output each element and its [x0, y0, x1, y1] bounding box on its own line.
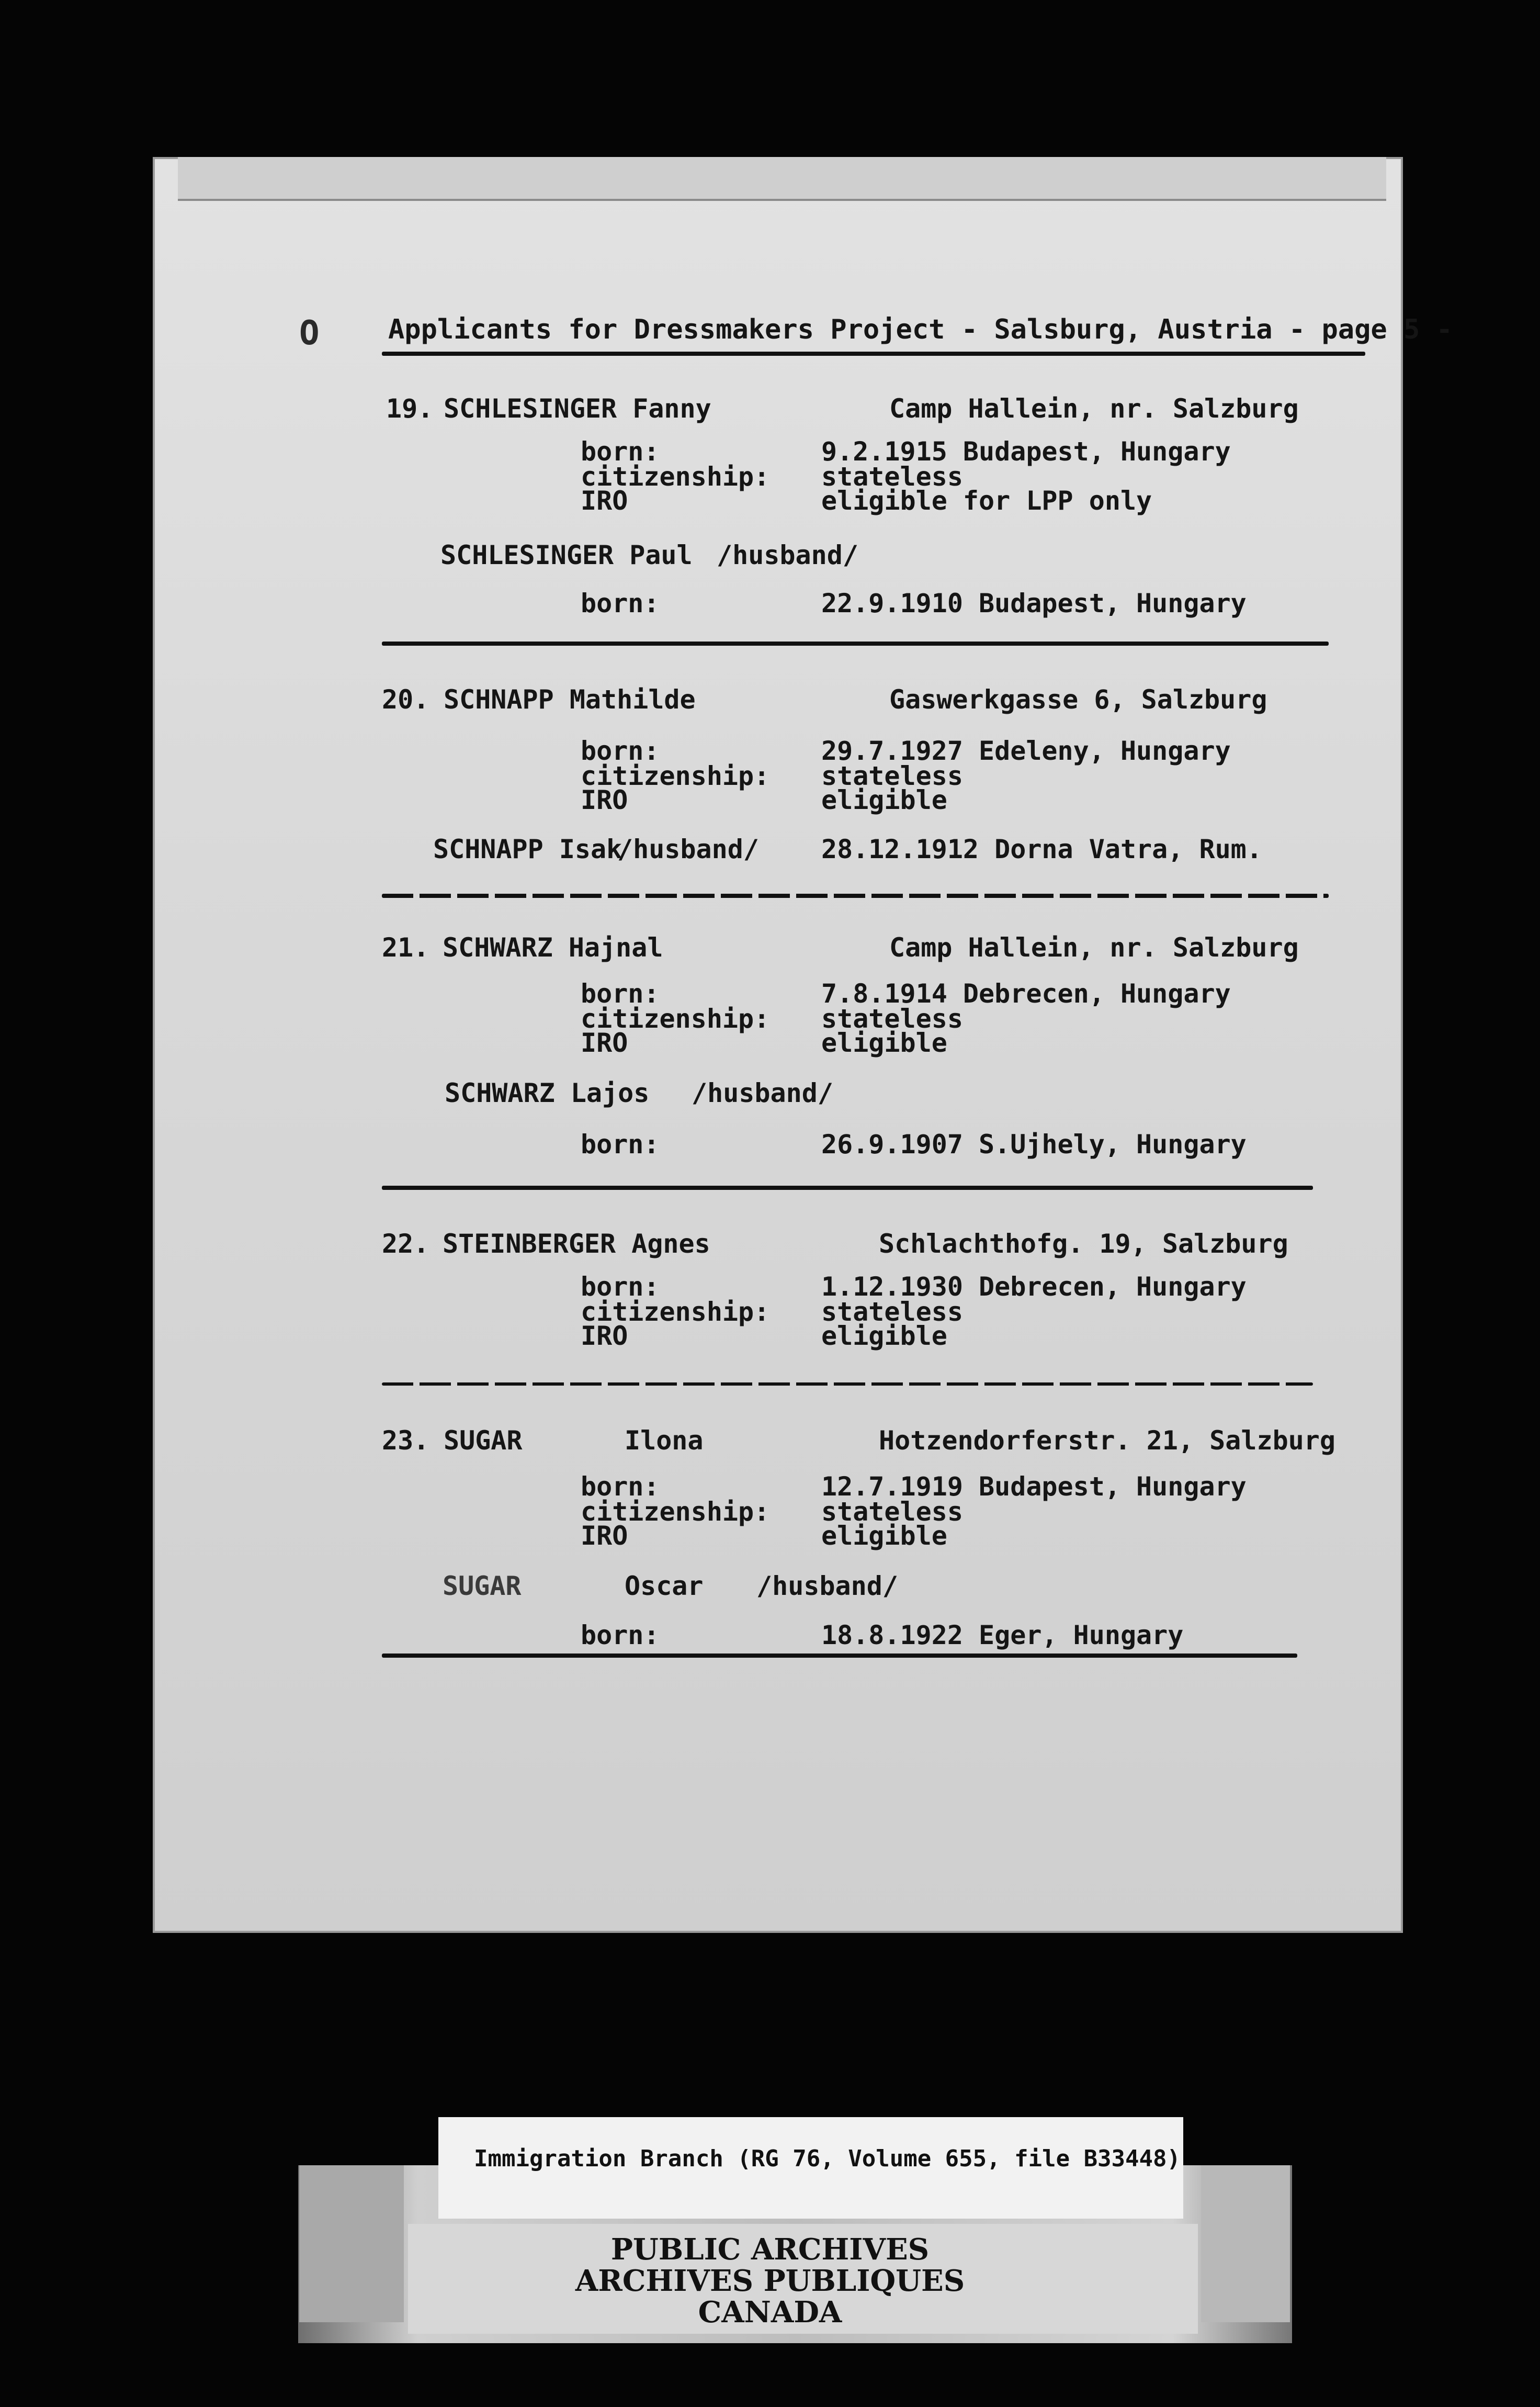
applicant-name: SCHWARZ Hajnal [443, 932, 663, 963]
spouse-relation: /husband/ [756, 1571, 898, 1601]
born-value: 9.2.1915 Budapest, Hungary [821, 436, 1231, 467]
iro-label: IRO [581, 486, 628, 516]
applicant-given-name: Ilona [625, 1425, 704, 1456]
iro-value: eligible [821, 1521, 947, 1551]
born-value: 12.7.1919 Budapest, Hungary [821, 1471, 1247, 1502]
born-value: 1.12.1930 Debrecen, Hungary [821, 1272, 1247, 1302]
iro-value: eligible [821, 1028, 947, 1058]
citizenship-value: stateless [821, 1497, 963, 1527]
citizenship-label: citizenship: [581, 1497, 770, 1527]
citizenship-label: citizenship: [581, 1297, 770, 1327]
spouse-given-name: Oscar [625, 1571, 704, 1601]
applicant-address: Gaswerkgasse 6, Salzburg [889, 684, 1267, 715]
entry-divider [382, 1186, 1313, 1190]
spouse-born-label: born: [581, 1620, 660, 1650]
iro-label: IRO [581, 1028, 628, 1058]
page-fold [178, 157, 1386, 201]
entry-number: 22. [382, 1229, 429, 1259]
iro-value: eligible [821, 785, 947, 815]
iro-label: IRO [581, 785, 628, 815]
iro-value: eligible [821, 1321, 947, 1351]
citizenship-value: stateless [821, 761, 963, 791]
born-label: born: [581, 978, 660, 1009]
stamp-line-1: PUBLIC ARCHIVES [610, 2232, 930, 2267]
citizenship-value: stateless [821, 1004, 963, 1034]
applicant-address: Camp Hallein, nr. Salzburg [889, 932, 1299, 963]
applicant-address: Schlachthofg. 19, Salzburg [879, 1229, 1288, 1259]
iro-value: eligible for LPP only [821, 486, 1152, 516]
archive-reference: Immigration Branch (RG 76, Volume 655, file B33448) [474, 2145, 1181, 2172]
entry-number: 20. [382, 684, 429, 715]
iro-label: IRO [581, 1321, 628, 1351]
spouse-born-label: born: [581, 588, 660, 618]
born-label: born: [581, 1471, 660, 1502]
spouse-name: SCHWARZ Lajos [445, 1078, 650, 1108]
iro-label: IRO [581, 1521, 628, 1551]
citizenship-label: citizenship: [581, 761, 770, 791]
citizenship-label: citizenship: [581, 1004, 770, 1034]
applicant-name: SCHNAPP Mathilde [444, 684, 696, 715]
applicant-name: SCHLESINGER Fanny [444, 393, 711, 424]
spouse-born-value: 26.9.1907 S.Ujhely, Hungary [821, 1129, 1247, 1160]
title-underline [382, 352, 1365, 356]
page-title: Applicants for Dressmakers Project - Salsburg, Austria - page 5 - [388, 314, 1453, 345]
born-label: born: [581, 436, 660, 467]
entry-divider [382, 642, 1329, 646]
entry-number: 19. [386, 393, 434, 424]
entry-divider [382, 894, 1329, 898]
entry-divider [382, 1382, 1313, 1386]
citizenship-value: stateless [821, 462, 963, 492]
spouse-relation: /husband/ [617, 834, 759, 864]
born-value: 29.7.1927 Edeleny, Hungary [821, 736, 1231, 766]
stamp-line-3: CANADA [698, 2295, 842, 2330]
spouse-relation: /husband/ [692, 1078, 833, 1108]
entry-number: 21. [382, 932, 429, 963]
spouse-born-value: 22.9.1910 Budapest, Hungary [821, 588, 1247, 618]
spouse-name: SCHLESINGER Paul [440, 540, 693, 570]
born-label: born: [581, 1272, 660, 1302]
spouse-surname: SUGAR [443, 1571, 522, 1601]
citizenship-value: stateless [821, 1297, 963, 1327]
spouse-born-value: 28.12.1912 Dorna Vatra, Rum. [821, 834, 1262, 864]
spouse-born-value: 18.8.1922 Eger, Hungary [821, 1620, 1184, 1650]
applicant-name: STEINBERGER Agnes [443, 1229, 710, 1259]
entry-divider [382, 1654, 1297, 1658]
applicant-address: Hotzendorferstr. 21, Salzburg [879, 1425, 1335, 1456]
entry-number: 23. [382, 1425, 429, 1456]
stamp-line-2: ARCHIVES PUBLIQUES [575, 2264, 965, 2298]
spouse-relation: /husband/ [717, 540, 858, 570]
citizenship-label: citizenship: [581, 462, 770, 492]
spouse-name: SCHNAPP Isak [433, 834, 622, 864]
applicant-address: Camp Hallein, nr. Salzburg [889, 393, 1299, 424]
born-value: 7.8.1914 Debrecen, Hungary [821, 978, 1231, 1009]
spouse-born-label: born: [581, 1129, 660, 1160]
margin-mark: O [299, 314, 320, 353]
born-label: born: [581, 736, 660, 766]
applicant-surname: SUGAR [444, 1425, 523, 1456]
